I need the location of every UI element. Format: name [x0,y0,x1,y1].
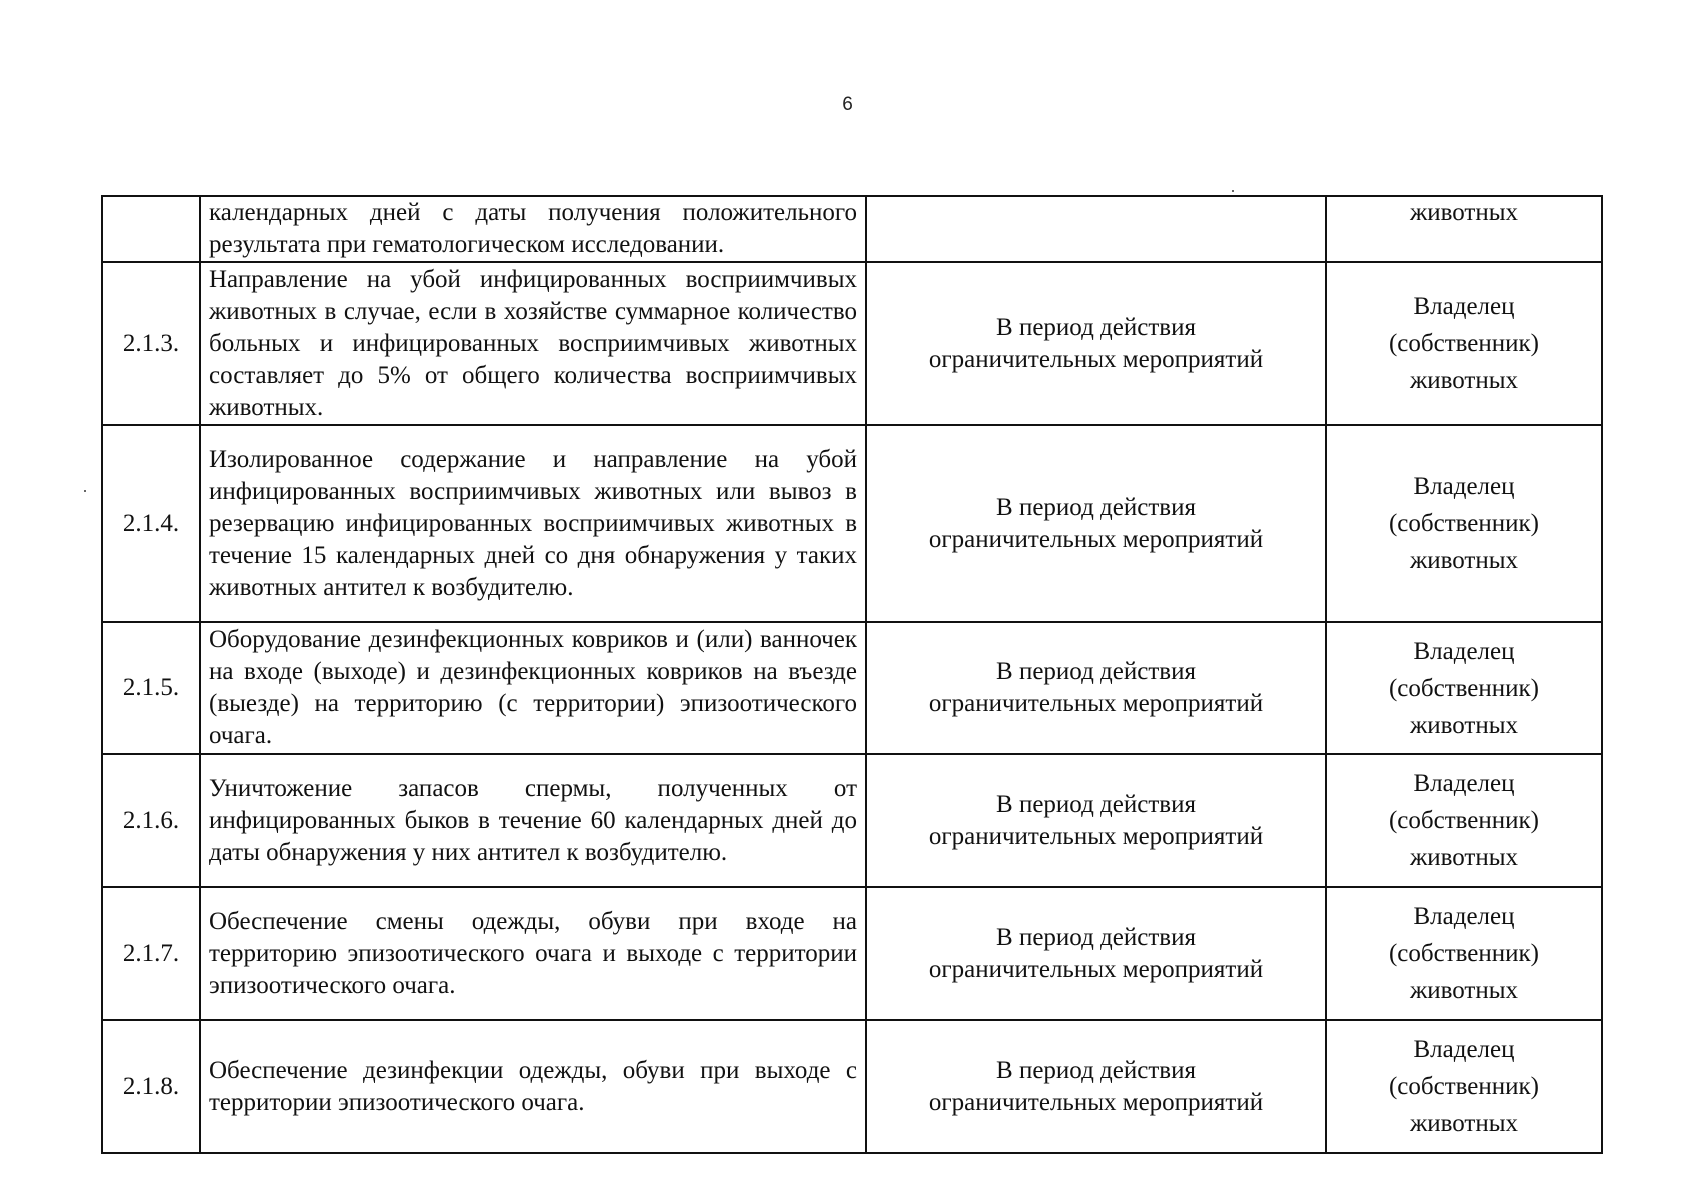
responsible-line: животных [1409,711,1519,739]
responsible-line: животных [1409,1110,1519,1137]
table-row [102,887,1602,1020]
responsible-cell [1326,262,1602,425]
period-line: В период действия [996,790,1196,818]
action-cell: календарных дней с даты получения положительного результата при гематологическом исследовании. [200,196,866,262]
item-number-cell: 2.1.7. [102,887,200,1020]
period-line: В период действия [996,658,1196,685]
responsible-cell [1326,887,1602,1020]
period-cell [866,196,1326,262]
responsible-line: (собственник) [1388,330,1540,357]
responsible-line: животных [1409,977,1519,1004]
responsible-line: (собственник) [1388,940,1540,967]
item-number-cell: 2.1.8. [102,1020,200,1153]
period-line: В период действия [996,923,1196,951]
period-line: ограничительных мероприятий [928,955,1264,983]
responsible-line: (собственник) [1388,674,1540,702]
responsible-cell [1326,622,1602,754]
responsible-line: Владелец [1413,637,1515,665]
period-cell [866,262,1326,425]
action-cell: Обеспечение смены одежды, обуви при входе на территорию эпизоотического очага и выходе с территории эпизоотического очага. [200,887,866,1020]
page-number: 6 [842,94,853,115]
period-cell [866,622,1326,754]
responsible-line: Владелец [1413,1036,1515,1063]
responsible-line: (собственник) [1388,807,1540,834]
responsible-line: животных [1409,844,1519,871]
period-line: В период действия [996,1056,1196,1084]
item-number-cell: 2.1.6. [102,754,200,887]
period-line: ограничительных мероприятий [928,525,1264,553]
period-line: В период действия [996,493,1196,521]
period-line: ограничительных мероприятий [928,822,1264,850]
action-cell: Изолированное содержание и направление на убой инфицированных восприимчивых животных или вывоз в резервацию инфицированных восприимчивых животных в течение 15 календарных дней со дня обнаружения у таких животных антител к возбудителю. [200,425,866,622]
period-cell [866,425,1326,622]
item-number-cell: 2.1.3. [102,262,200,425]
action-cell: Направление на убой инфицированных восприимчивых животных в случае, если в хозяйстве суммарное количество больных и инфицированных восприимчивых животных составляет до 5% от общего количества восприимчивых животных. [200,262,866,425]
measures-table [101,195,1603,1154]
responsible-cell [1326,425,1602,622]
period-line: В период действия [996,313,1196,341]
period-cell [866,887,1326,1020]
responsible-line: Владелец [1413,770,1515,797]
table-row [102,622,1602,754]
period-cell [866,754,1326,887]
action-cell: Оборудование дезинфекционных ковриков и (или) ванночек на входе (выходе) и дезинфекционных ковриков на въезде (выезде) на территорию (с территории) эпизоотического очага. [200,622,866,754]
scan-artifact-dot [84,490,86,492]
item-number-cell [102,196,200,262]
responsible-cell [1326,1020,1602,1153]
item-number-cell: 2.1.5. [102,622,200,754]
responsible-line: животных [1409,367,1519,394]
responsible-cell: животных [1326,196,1602,262]
period-line: ограничительных мероприятий [928,345,1264,373]
table-row [102,262,1602,425]
responsible-line: Владелец [1413,293,1515,320]
scan-artifact-dot [1232,190,1234,192]
responsible-line: (собственник) [1388,1073,1540,1100]
table-row [102,754,1602,887]
responsible-line: Владелец [1413,903,1515,930]
table-row [102,1020,1602,1153]
table-row-continuation [102,196,1602,262]
responsible-line: Владелец [1413,473,1515,500]
responsible-cell [1326,754,1602,887]
responsible-line: животных [1409,547,1519,574]
period-line: ограничительных мероприятий [928,1088,1264,1116]
period-line: ограничительных мероприятий [928,690,1264,717]
table-row [102,425,1602,622]
action-cell: Обеспечение дезинфекции одежды, обуви при выходе с территории эпизоотического очага. [200,1020,866,1153]
period-cell [866,1020,1326,1153]
action-cell: Уничтожение запасов спермы, полученных от инфицированных быков в течение 60 календарных дней до даты обнаружения у них антител к возбудителю. [200,754,866,887]
responsible-line: (собственник) [1388,510,1540,537]
item-number-cell: 2.1.4. [102,425,200,622]
